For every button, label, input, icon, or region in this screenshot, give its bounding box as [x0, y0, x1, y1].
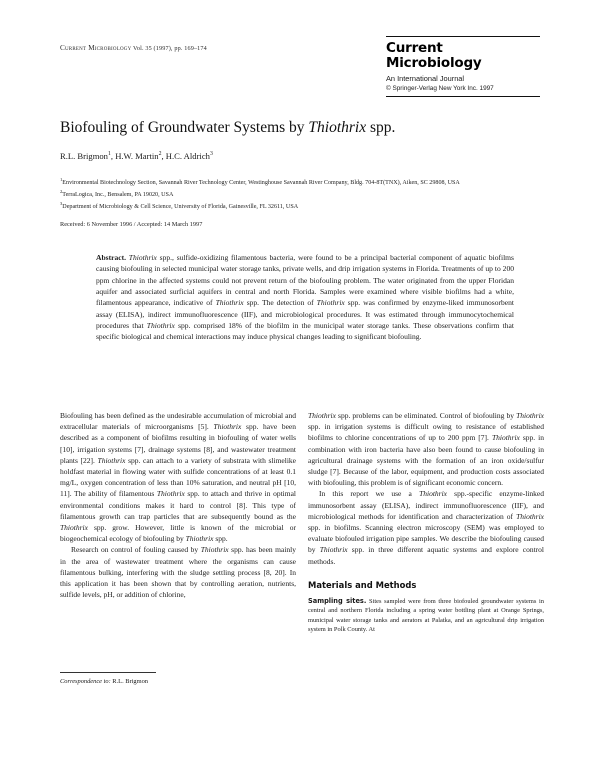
affiliation-1-text: Environmental Biotechnology Section, Savannah River Technology Center, Westinghouse Savannah River Company, Bldg. 704-8T(TNX), Aiken, SC 29808, USA: [62, 180, 460, 187]
journal-copyright: © Springer-Verlag New York Inc. 1997: [386, 85, 494, 92]
journal-title-line1: Current: [386, 40, 443, 56]
article-title: [60, 118, 530, 137]
paragraph: Research on control of fouling caused by Thiothrix spp. has been mainly in the area of wastewater treatment where the organisms can cause filamentous bulking, interfering with the sludge settling process [8, 20]. In this application it has been shown that by controlling aeration, nutrients, sulfide levels, pH, or addition of chlorine,: [60, 545, 296, 600]
affiliation-1: [60, 176, 536, 188]
affiliation-2-text: TerraLogica, Inc., Bensalem, PA 19020, USA: [62, 192, 174, 199]
body-column-left: [60, 410, 296, 658]
author-2: H.W. Martin: [115, 151, 159, 161]
abstract-label: Abstract.: [96, 253, 126, 262]
paragraph: Biofouling has been defined as the undesirable accumulation of microbial and extracellular materials of microorganisms [5]. Thiothrix spp. have been described as a component of biofilms resulting in biofouling of water wells [10], irrigation systems [7], drainage systems [8], and wastewater treatment plants [22]. Thiothrix spp. can attach to a variety of substrata with slimelike holdfast material in flowing water with sulfide concentrations of at least 0.1 mg/L, oxygen concentration of less than 10% saturation, and neutral pH [10, 11]. The ability of filamentous Thiothrix spp. to attach and thrive in optimal environmental conditions makes it hard to control [8]. This type of filamentous growth can trap particles that are subsequently bound as the Thiothrix spp. grow. However, little is known of the microbial or biogeochemical ecology of biofouling by Thiothrix spp.: [60, 411, 296, 544]
running-head: [60, 44, 207, 52]
paragraph: In this report we use a Thiothrix spp.-specific enzyme-linked immunosorbent assay (ELISA), indirect immunofluorescence (IIF), and microbiological methods for identification and characterization of Thiothrix spp. in biofilms. Scanning electron microscopy (SEM) was employed to evaluate biofouled irrigation pipe samples. We describe the biofouling caused by Thiothrix spp. in three different aquatic systems and explore control methods.: [308, 489, 544, 566]
subsection-run-in-head: Sampling sites.: [308, 597, 367, 606]
affiliation-3: [60, 200, 536, 212]
running-head-journal: Current Microbiology: [60, 44, 132, 52]
affiliation-2-marker: 2: [60, 189, 63, 195]
correspondence-name: R.L. Brigmon: [110, 678, 148, 685]
abstract-text: Thiothrix spp., sulfide-oxidizing filamentous bacteria, were found to be a principal bacterial component of aquatic biofilms causing biofouling in selected municipal water storage tanks, private wells, and drip irrigation systems in Florida. Treatments of up to 200 ppm chlorine in the affected systems could not prevent return of the biofouling problem. The water originated from the upper Floridan aquifer and associated surficial aquifers in central and north Florida. Samples were examined where visible biofilms had a white, filamentous appearance, indicative of Thiothrix spp. The detection of Thiothrix spp. was confirmed by enzyme-liked immunosorbent assay (ELISA), indirect immunofluorescence (IIF), and microbiological procedures. It was estimated through immunocytochemical procedures that Thiothrix spp. comprised 18% of the biofilm in the municipal water storage tanks. These observations confirm that specific biological and chemical interactions may induce physical changes leading to significant biofouling.: [96, 253, 514, 342]
affiliation-3-marker: 3: [60, 201, 63, 207]
affiliation-1-marker: 1: [60, 177, 63, 182]
logo-rule-bottom: [386, 96, 540, 97]
abstract-block: [96, 252, 514, 343]
author-1: R.L. Brigmon: [60, 151, 108, 161]
journal-logo-block: [386, 36, 540, 97]
correspondence-label: Correspondence to:: [60, 678, 111, 685]
title-text-before: Biofouling of Groundwater Systems by: [60, 119, 309, 136]
affiliation-list: [60, 176, 536, 212]
correspondence-footnote: [60, 678, 296, 685]
author-list: R.L. Brigmon$^1$, H.W. Martin$^2$, H.C. Aldrich$^3$: [60, 151, 213, 161]
title-taxon-italic: Thiothrix: [308, 119, 367, 136]
subsection-sampling-sites: [308, 597, 544, 635]
body-column-right: [308, 410, 544, 710]
affiliation-2: [60, 188, 536, 200]
subsection-text: Sites sampled were from three biofouled groundwater systems in central and northern Florida including a spring water bottling plant at Orange Springs, municipal water storage tanks and aerators at Palatka, and an agricultural drip irrigation system in Polk County. At: [308, 598, 544, 634]
author-2-affil-marker: 2: [158, 151, 162, 158]
author-3-affil-marker: 3: [209, 151, 213, 158]
running-head-citation: Vol. 35 (1997), pp. 169–174: [133, 45, 207, 52]
author-3: H.C. Aldrich: [165, 151, 210, 161]
author-1-affil-marker: 1: [107, 151, 111, 158]
journal-subtitle: An International Journal: [386, 74, 465, 83]
section-heading-materials-and-methods: Materials and Methods: [308, 579, 417, 590]
title-text-after: spp.: [366, 119, 396, 136]
affiliation-3-text: Department of Microbiology & Cell Science, University of Florida, Gainesville, FL 32611, USA: [62, 204, 299, 211]
paragraph: Thiothrix spp. problems can be eliminated. Control of biofouling by Thiothrix spp. in irrigation systems is difficult owing to resistance of established biofilms to chlorine concentrations of up to 200 ppm [7]. Thiothrix spp. in combination with iron bacteria have also been found to cause biofouling in agricultural drainage systems with the formation of an iron oxide/sulfur sludge [7]. Because of the labor, equipment, and production costs associated with biofouling, this problem is of significant economic concern.: [308, 411, 544, 488]
footnote-rule: [60, 672, 156, 673]
logo-rule-top: [386, 36, 540, 37]
received-accepted-line: Received: 6 November 1996 / Accepted: 14 March 1997: [60, 221, 203, 228]
journal-title-line2: Microbiology: [386, 54, 482, 71]
